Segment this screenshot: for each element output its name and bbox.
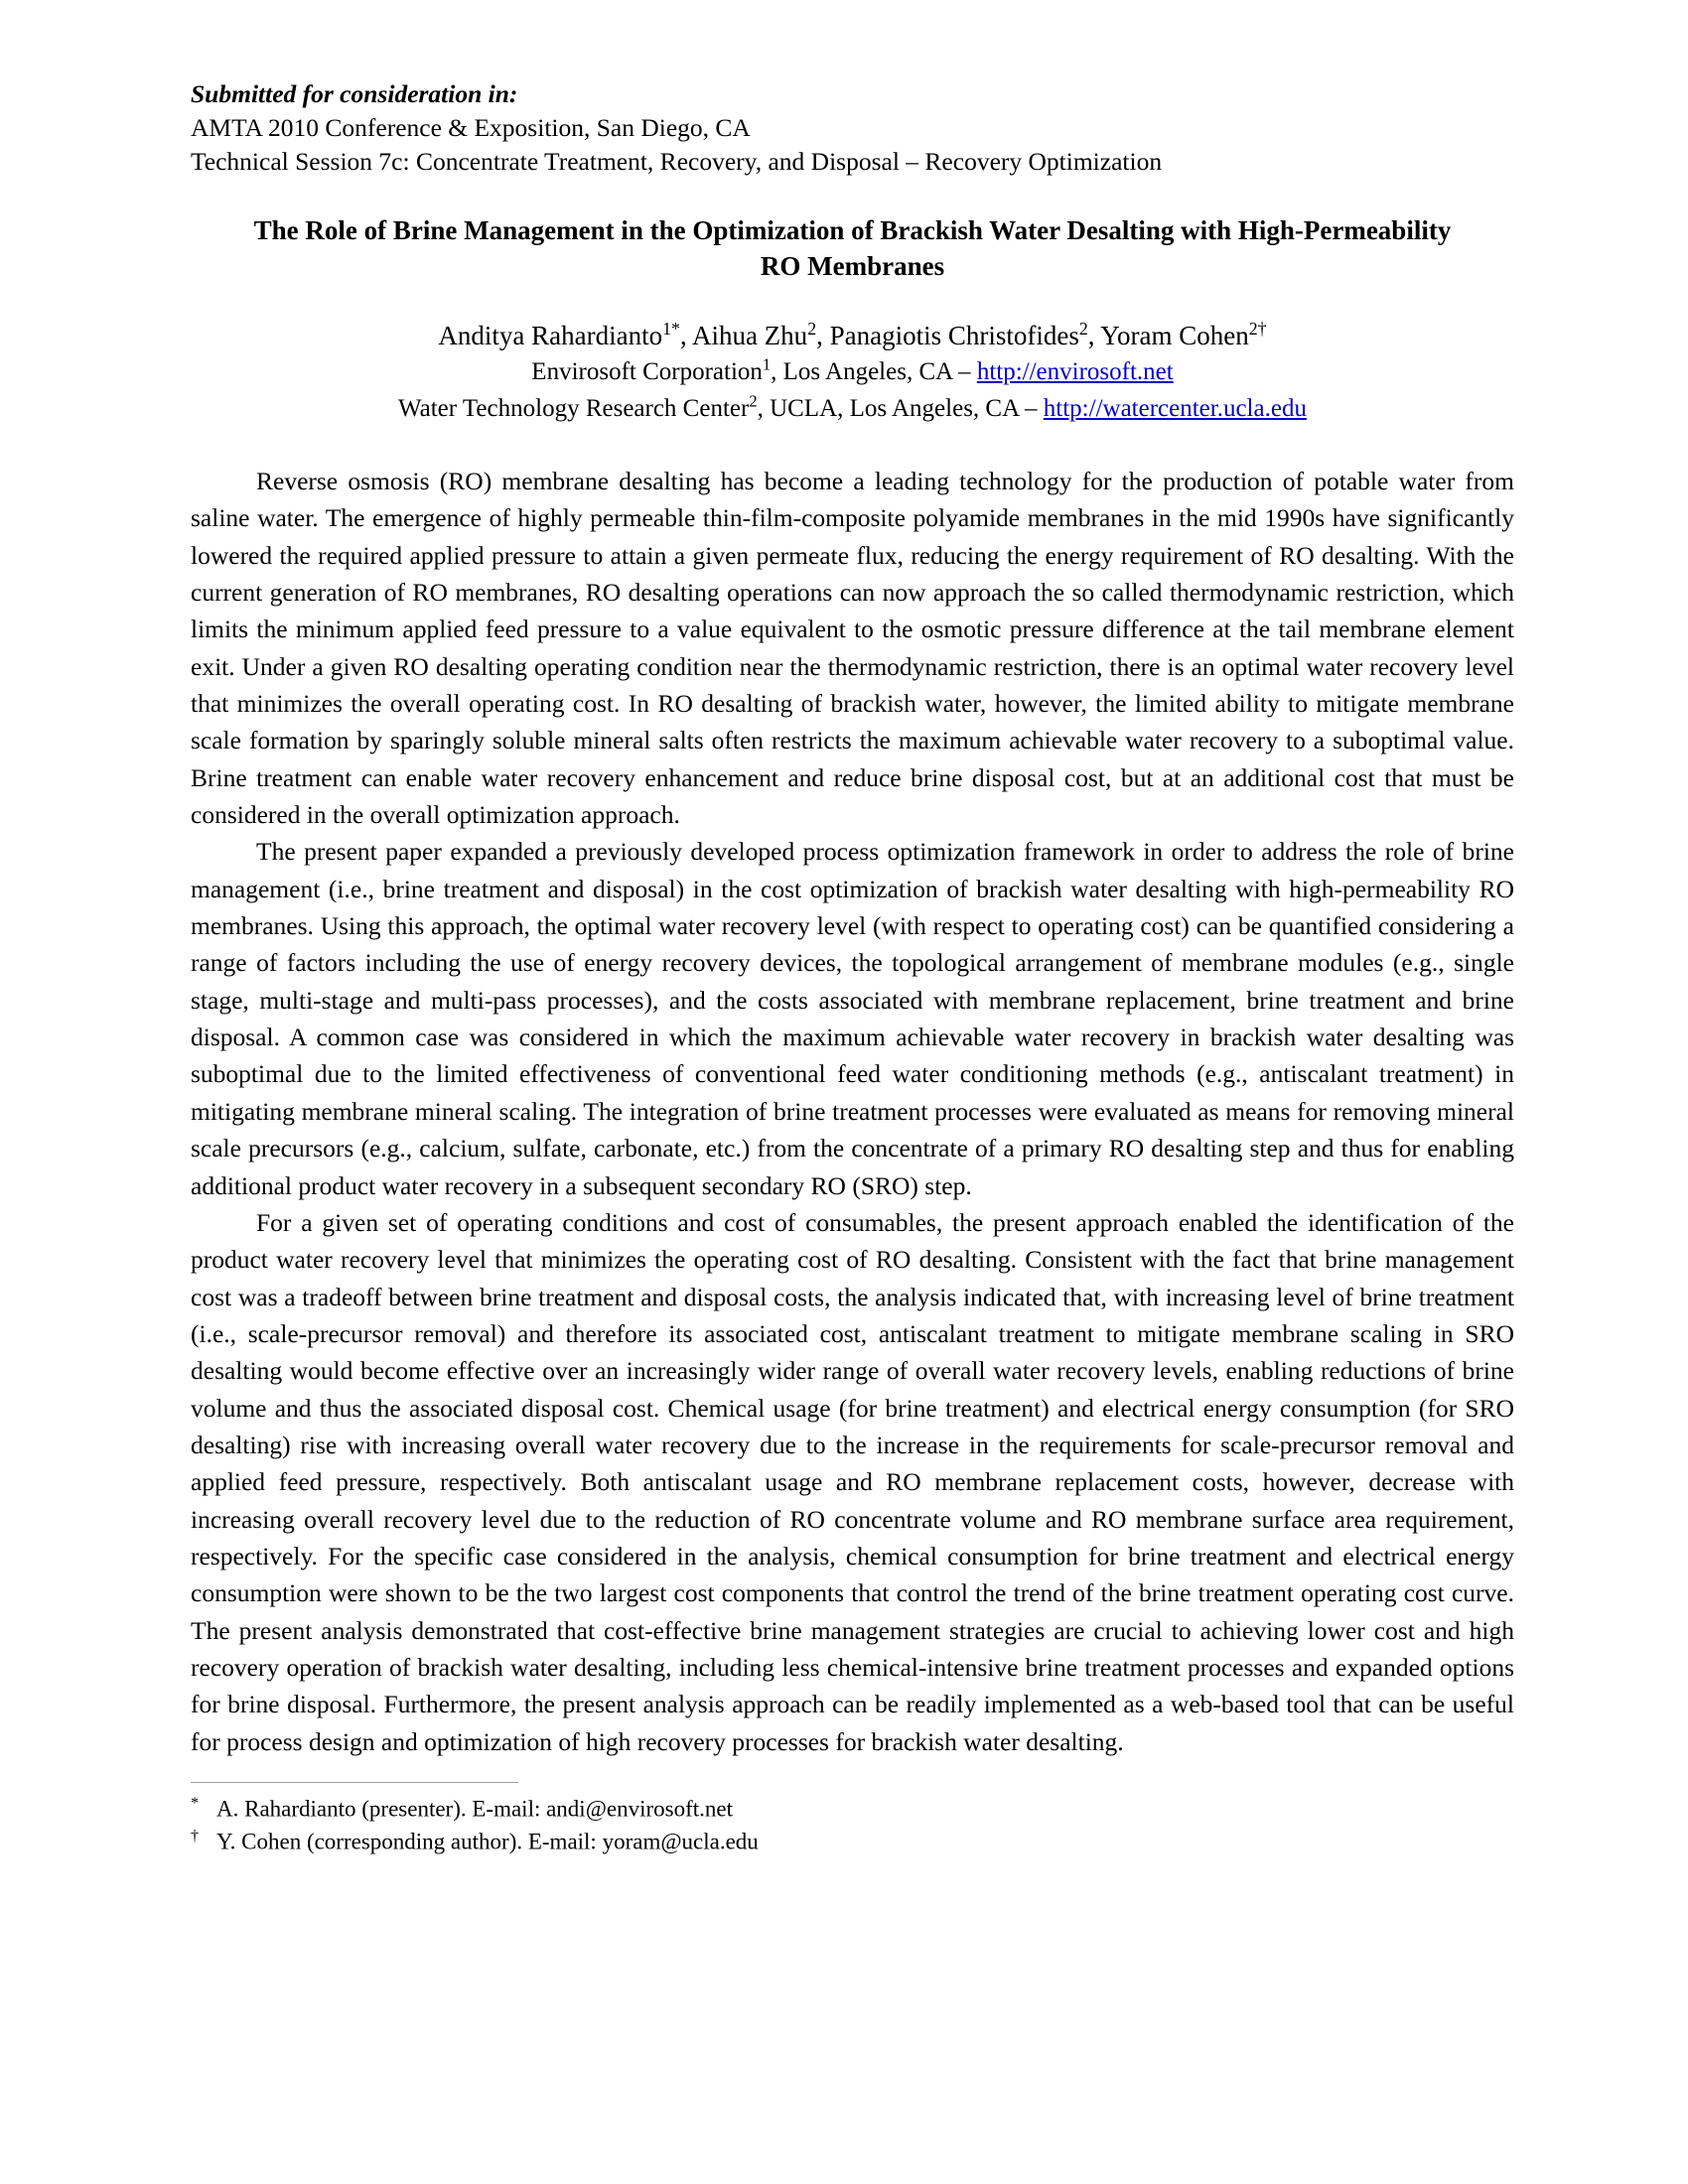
conference-line: AMTA 2010 Conference & Exposition, San Diego, CA <box>191 112 751 142</box>
author-separator-1: , Aihua Zhu <box>679 321 808 351</box>
footnote-1-marker: * <box>191 1795 200 1813</box>
footnote-1-text: A. Rahardianto (presenter). E-mail: andi@envirosoft.net <box>216 1796 733 1822</box>
abstract-paragraph-2: The present paper expanded a previously developed process optimization framework in order to address the role of brine management (i.e., brine treatment and disposal) in the cost optimization of brackish water desalting with high-permeability RO membranes. Using this approach, the optimal water recovery level (with respect to operating cost) can be quantified considering a range of factors including the use of energy recovery devices, the topological arrangement of membrane modules (e.g., single stage, multi-stage and multi-pass processes), and the costs associated with membrane replacement, brine treatment and brine disposal. A common case was considered in which the maximum achievable water recovery in brackish water desalting was suboptimal due to the limited effectiveness of conventional feed water conditioning methods (e.g., antiscalant treatment) in mitigating membrane mineral scaling. The integration of brine treatment processes were evaluated as means for removing mineral scale precursors (e.g., calcium, sulfate, carbonate, etc.) from the concentrate of a primary RO desalting step and thus for enabling additional product water recovery in a subsequent secondary RO (SRO) step. <box>191 837 1514 1200</box>
affiliation-2-location: , UCLA, Los Angeles, CA – <box>757 394 1044 422</box>
author-1-sup: 1* <box>662 319 680 340</box>
abstract-paragraph-3: For a given set of operating conditions and cost of consumables, the present approach enabled the identification of the product water recovery level that minimizes the operating cost of RO desalting. Consistent with the fact that brine management cost was a tradeoff between brine treatment and disposal costs, the analysis indicated that, with increasing level of brine treatment (i.e., scale-precursor removal) and therefore its associated cost, antiscalant treatment to mitigate membrane scaling in SRO desalting would become effective over an increasingly wider range of overall water recovery levels, enabling reductions of brine volume and thus the associated disposal cost. Chemical usage (for brine treatment) and electrical energy consumption (for SRO desalting) rise with increasing overall water recovery due to the increase in the requirements for scale-precursor removal and applied feed pressure, respectively. Both antiscalant usage and RO membrane replacement costs, however, decrease with increasing overall recovery level due to the reduction of RO concentrate volume and RO membrane surface area requirement, respectively. For the specific case considered in the analysis, chemical consumption for brine treatment and electrical energy consumption were shown to be the two largest cost components that control the trend of the brine treatment operating cost curve. The present analysis demonstrated that cost-effective brine management strategies are crucial to achieving lower cost and high recovery operation of brackish water desalting, including less chemical-intensive brine treatment processes and expanded options for brine disposal. Furthermore, the present analysis approach can be readily implemented as a web-based tool that can be useful for process design and optimization of high recovery processes for brackish water desalting. <box>191 1207 1514 1756</box>
author-4-sup: 2† <box>1248 319 1267 340</box>
session-line: Technical Session 7c: Concentrate Treatment, Recovery, and Disposal – Recovery Optimization <box>191 146 1163 176</box>
affiliation-2-link[interactable]: http://watercenter.ucla.edu <box>1043 394 1307 422</box>
footnote-2-text: Y. Cohen (corresponding author). E-mail: yoram@ucla.edu <box>216 1829 759 1854</box>
abstract-body <box>191 463 1514 1760</box>
abstract-paragraph-1: Reverse osmosis (RO) membrane desalting has become a leading technology for the production of potable water from saline water. The emergence of highly permeable thin-film-composite polyamide membranes in the mid 1990s have significantly lowered the required applied pressure to attain a given permeate flux, reducing the energy requirement of RO desalting. With the current generation of RO membranes, RO desalting operations can now approach the so called thermodynamic restriction, which limits the minimum applied feed pressure to a value equivalent to the osmotic pressure difference at the tail membrane element exit. Under a given RO desalting operating condition near the thermodynamic restriction, there is an optimal water recovery level that minimizes the overall operating cost. In RO desalting of brackish water, however, the limited ability to mitigate membrane scale formation by sparingly soluble mineral salts often restricts the maximum achievable water recovery to a suboptimal value. Brine treatment can enable water recovery enhancement and reduce brine disposal cost, but at an additional cost that must be considered in the overall optimization approach. <box>191 466 1514 830</box>
affiliation-1-org: Envirosoft Corporation <box>531 358 763 386</box>
affiliation-1-sup: 1 <box>762 355 772 375</box>
footnote-section <box>191 1793 1514 1859</box>
page-title: The Role of Brine Management in the Optimization of Brackish Water Desalting with High-Permeability RO Membranes <box>253 214 1452 282</box>
footnote-divider <box>191 1782 518 1783</box>
author-separator-3: , Yoram Cohen <box>1087 321 1249 351</box>
author-list <box>191 317 1514 354</box>
author-3-sup: 2 <box>1078 319 1088 340</box>
footnote-2-marker: † <box>191 1828 200 1845</box>
affiliation-1 <box>191 354 1514 390</box>
footnote-1 <box>191 1793 1514 1826</box>
affiliation-2 <box>191 391 1514 427</box>
footnote-2 <box>191 1826 1514 1858</box>
affiliation-2-sup: 2 <box>749 391 758 411</box>
affiliation-1-link[interactable]: http://envirosoft.net <box>976 358 1174 386</box>
submitted-label: Submitted for consideration in: <box>191 79 518 108</box>
author-2-sup: 2 <box>807 319 817 340</box>
affiliation-1-location: , Los Angeles, CA – <box>771 358 977 386</box>
author-1: Anditya Rahardianto <box>438 321 663 351</box>
submission-header <box>191 77 1514 179</box>
affiliation-2-org: Water Technology Research Center <box>398 394 750 422</box>
author-separator-2: , Panagiotis Christofides <box>816 321 1079 351</box>
